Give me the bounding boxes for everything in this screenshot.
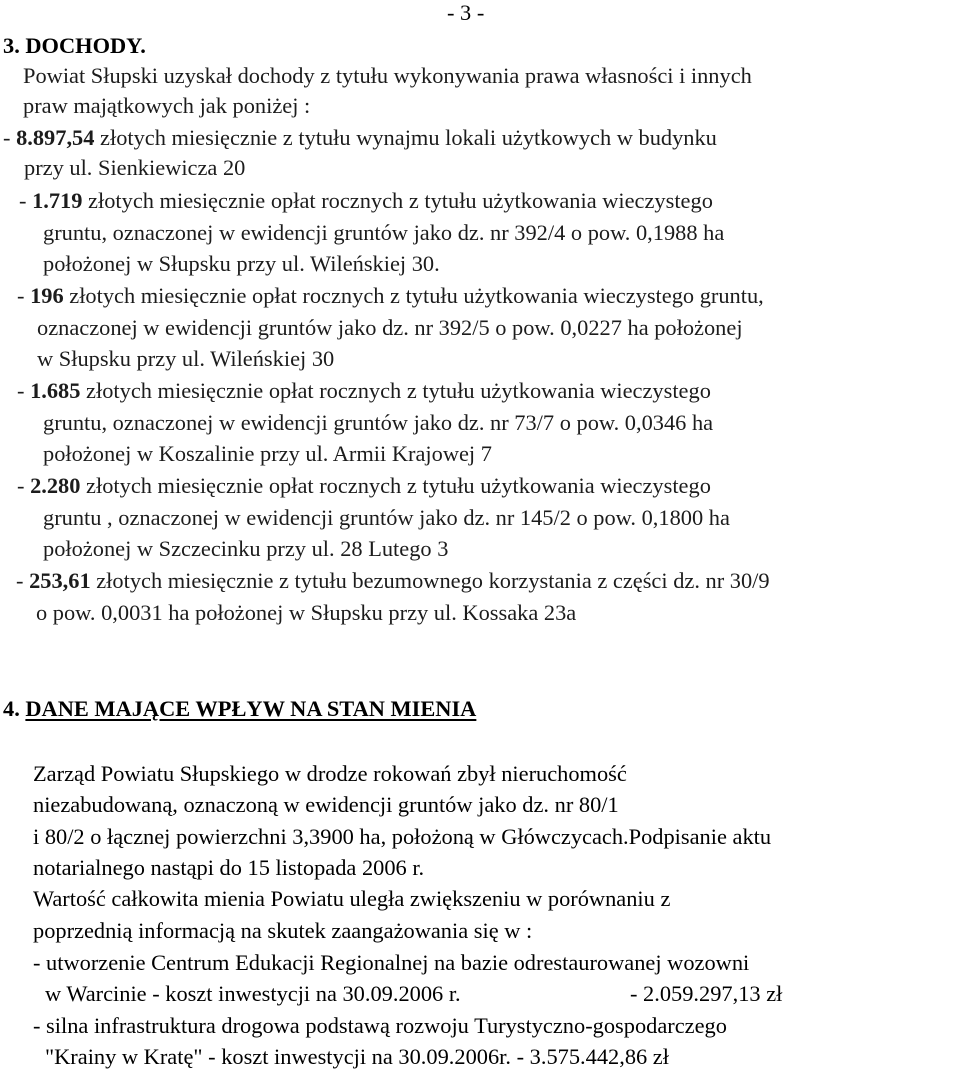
item-text-continued: położonej w Szczecinku przy ul. 28 Lutego 3	[43, 536, 449, 561]
section-4-heading	[3, 698, 476, 720]
investment-item: - silna infrastruktura drogowa podstawą rozwoju Turystyczno-gospodarczego	[33, 1013, 727, 1038]
item-amount: 2.280	[30, 473, 81, 498]
item-text-continued: o pow. 0,0031 ha położonej w Słupsku przy ul. Kossaka 23a	[36, 600, 577, 625]
item-text-continued: gruntu , oznaczonej w ewidencji gruntów jako dz. nr 145/2 o pow. 0,1800 ha	[43, 505, 730, 530]
item-text-continued: w Słupsku przy ul. Wileńskiej 30	[37, 346, 335, 371]
investment-item: - utworzenie Centrum Edukacji Regionalnej na bazie odrestaurowanej wozowni	[33, 950, 750, 975]
item-amount: 253,61	[29, 568, 91, 593]
item-dash: -	[19, 188, 33, 213]
item-dash: -	[3, 125, 17, 150]
section-4-heading-text: DANE MAJĄCE WPŁYW NA STAN MIENIA	[25, 696, 477, 721]
item-dash: -	[16, 568, 30, 593]
paragraph-line: i 80/2 o łącznej powierzchni 3,3900 ha, położoną w Główczycach.Podpisanie aktu	[33, 824, 772, 849]
item-text: złotych miesięcznie opłat rocznych z tytułu użytkowania wieczystego	[80, 378, 711, 403]
page-number: - 3 -	[447, 0, 485, 25]
income-item	[17, 475, 711, 497]
section-3-intro-line-1: Powiat Słupski uzyskał dochody z tytułu wykonywania prawa własności i innych	[23, 63, 752, 88]
item-amount: 1.685	[30, 378, 81, 403]
income-item	[3, 127, 717, 149]
item-text: złotych miesięcznie opłat rocznych z tytułu użytkowania wieczystego	[80, 473, 711, 498]
paragraph-line: Wartość całkowita mienia Powiatu uległa zwiększeniu w porównaniu z	[33, 886, 671, 911]
paragraph-line: niezabudowaną, oznaczoną w ewidencji gruntów jako dz. nr 80/1	[33, 792, 619, 817]
section-3-intro-line-2: praw majątkowych jak poniżej :	[23, 93, 311, 118]
item-text: złotych miesięcznie z tytułu wynajmu lokali użytkowych w budynku	[94, 125, 717, 150]
investment-detail: w Warcinie - koszt inwestycji na 30.09.2006 r.	[45, 981, 461, 1006]
paragraph-line: Zarząd Powiatu Słupskiego w drodze rokowań zbył nieruchomość	[33, 761, 627, 786]
item-dash: -	[17, 473, 31, 498]
item-text-continued: położonej w Słupsku przy ul. Wileńskiej 30.	[43, 251, 440, 276]
item-text-continued: gruntu, oznaczonej w ewidencji gruntów jako dz. nr 73/7 o pow. 0,0346 ha	[43, 410, 714, 435]
item-text-continued: przy ul. Sienkiewicza 20	[24, 155, 246, 180]
item-amount: 1.719	[32, 188, 83, 213]
income-item	[19, 190, 713, 212]
item-text-continued: oznaczonej w ewidencji gruntów jako dz. nr 392/5 o pow. 0,0227 ha położonej	[37, 315, 743, 340]
investment-cost: 3.575.442,86 zł	[529, 1044, 669, 1069]
item-text: złotych miesięcznie opłat rocznych z tytułu użytkowania wieczystego gruntu,	[63, 283, 764, 308]
item-text-continued: gruntu, oznaczonej w ewidencji gruntów jako dz. nr 392/4 o pow. 0,1988 ha	[43, 220, 725, 245]
section-3-heading: 3. DOCHODY.	[3, 33, 146, 58]
item-text-continued: położonej w Koszalinie przy ul. Armii Krajowej 7	[43, 441, 492, 466]
investment-cost: - 2.059.297,13 zł	[630, 981, 783, 1006]
item-amount: 196	[30, 283, 64, 308]
income-item	[16, 570, 770, 592]
paragraph-line: poprzednią informacją na skutek zaangażowania się w :	[33, 918, 533, 943]
investment-detail-text: "Krainy w Kratę" - koszt inwestycji na 30.09.2006r. -	[45, 1044, 530, 1069]
item-dash: -	[17, 283, 31, 308]
item-text: złotych miesięcznie opłat rocznych z tytułu użytkowania wieczystego	[82, 188, 713, 213]
section-4-heading-number: 4.	[3, 696, 26, 721]
paragraph-line: notarialnego nastąpi do 15 listopada 2006 r.	[33, 855, 425, 880]
income-item	[17, 285, 764, 307]
item-text: złotych miesięcznie z tytułu bezumownego korzystania z części dz. nr 30/9	[90, 568, 770, 593]
income-item	[17, 380, 711, 402]
investment-detail	[45, 1046, 669, 1068]
item-dash: -	[17, 378, 31, 403]
item-amount: 8.897,54	[16, 125, 95, 150]
